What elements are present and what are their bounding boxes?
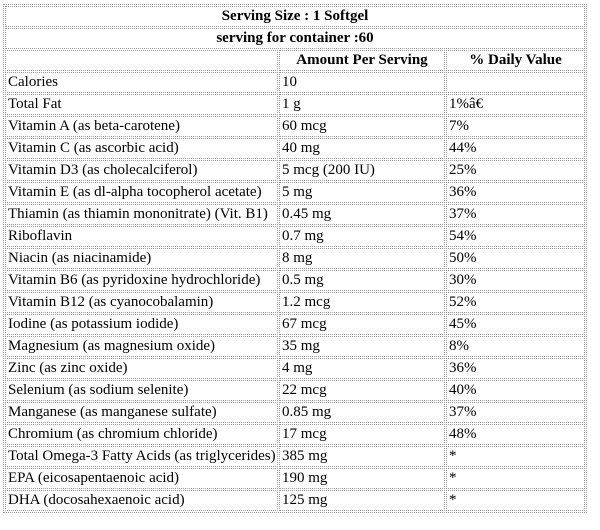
amount-per-serving: 5 mg [279,182,445,203]
nutrient-name: Calories [5,72,278,93]
nutrient-name: Vitamin D3 (as cholecalciferol) [5,160,278,181]
amount-per-serving: 1 g [279,94,445,115]
table-row [5,160,585,181]
table-row [5,446,585,467]
nutrient-name: Vitamin E (as dl-alpha tocopherol acetate) [5,182,278,203]
servings-per-container: serving for container :60 [5,28,585,49]
amount-per-serving: 40 mg [279,138,445,159]
nutrient-name: Chromium (as chromium chloride) [5,424,278,445]
daily-value: 8% [446,336,585,357]
amount-per-serving: 22 mcg [279,380,445,401]
table-row [5,380,585,401]
table-row [5,336,585,357]
servings-per-container-row [5,28,585,49]
amount-per-serving: 190 mg [279,468,445,489]
amount-per-serving: 35 mg [279,336,445,357]
nutrient-name: Vitamin A (as beta-carotene) [5,116,278,137]
daily-value-column-header: % Daily Value [446,50,585,71]
nutrient-name: Zinc (as zinc oxide) [5,358,278,379]
amount-per-serving: 60 mcg [279,116,445,137]
amount-column-header: Amount Per Serving [279,50,445,71]
table-row [5,182,585,203]
daily-value: 36% [446,358,585,379]
nutrient-name: Riboflavin [5,226,278,247]
table-row [5,138,585,159]
daily-value: 7% [446,116,585,137]
amount-per-serving: 0.5 mg [279,270,445,291]
table-row [5,358,585,379]
column-header-row [5,50,585,71]
nutrient-column-header [5,50,278,71]
table-row [5,402,585,423]
amount-per-serving: 8 mg [279,248,445,269]
table-row [5,94,585,115]
amount-per-serving: 10 [279,72,445,93]
supplement-facts-container [3,4,587,513]
daily-value: 50% [446,248,585,269]
nutrient-name: Total Fat [5,94,278,115]
daily-value: 54% [446,226,585,247]
nutrient-name: Iodine (as potassium iodide) [5,314,278,335]
serving-size-row [5,6,585,27]
amount-per-serving: 385 mg [279,446,445,467]
table-row [5,468,585,489]
nutrient-name: Manganese (as manganese sulfate) [5,402,278,423]
daily-value: 48% [446,424,585,445]
nutrient-name: Total Omega-3 Fatty Acids (as triglycerides) [5,446,278,467]
amount-per-serving: 0.85 mg [279,402,445,423]
table-row [5,292,585,313]
table-row [5,72,585,93]
amount-per-serving: 0.45 mg [279,204,445,225]
daily-value: 36% [446,182,585,203]
daily-value: * [446,490,585,511]
daily-value: * [446,468,585,489]
daily-value: 25% [446,160,585,181]
amount-per-serving: 125 mg [279,490,445,511]
nutrient-name: Vitamin C (as ascorbic acid) [5,138,278,159]
table-row [5,204,585,225]
table-row [5,248,585,269]
daily-value: 1%â€ [446,94,585,115]
nutrient-name: Vitamin B6 (as pyridoxine hydrochloride) [5,270,278,291]
nutrient-name: EPA (eicosapentaenoic acid) [5,468,278,489]
nutrient-name: Niacin (as niacinamide) [5,248,278,269]
daily-value: 44% [446,138,585,159]
daily-value: 45% [446,314,585,335]
amount-per-serving: 5 mcg (200 IU) [279,160,445,181]
daily-value: * [446,446,585,467]
table-row [5,424,585,445]
daily-value: 37% [446,402,585,423]
daily-value: 52% [446,292,585,313]
amount-per-serving: 17 mcg [279,424,445,445]
amount-per-serving: 67 mcg [279,314,445,335]
nutrient-name: Thiamin (as thiamin mononitrate) (Vit. B1) [5,204,278,225]
table-row [5,270,585,291]
serving-size: Serving Size : 1 Softgel [5,6,585,27]
nutrient-name: Magnesium (as magnesium oxide) [5,336,278,357]
supplement-facts-table [3,4,587,513]
table-row [5,314,585,335]
nutrient-name: Selenium (as sodium selenite) [5,380,278,401]
daily-value: 40% [446,380,585,401]
amount-per-serving: 0.7 mg [279,226,445,247]
nutrient-name: Vitamin B12 (as cyanocobalamin) [5,292,278,313]
amount-per-serving: 1.2 mcg [279,292,445,313]
table-row [5,226,585,247]
daily-value [446,72,585,93]
nutrient-name: DHA (docosahexaenoic acid) [5,490,278,511]
table-row [5,116,585,137]
amount-per-serving: 4 mg [279,358,445,379]
daily-value: 37% [446,204,585,225]
table-row [5,490,585,511]
daily-value: 30% [446,270,585,291]
